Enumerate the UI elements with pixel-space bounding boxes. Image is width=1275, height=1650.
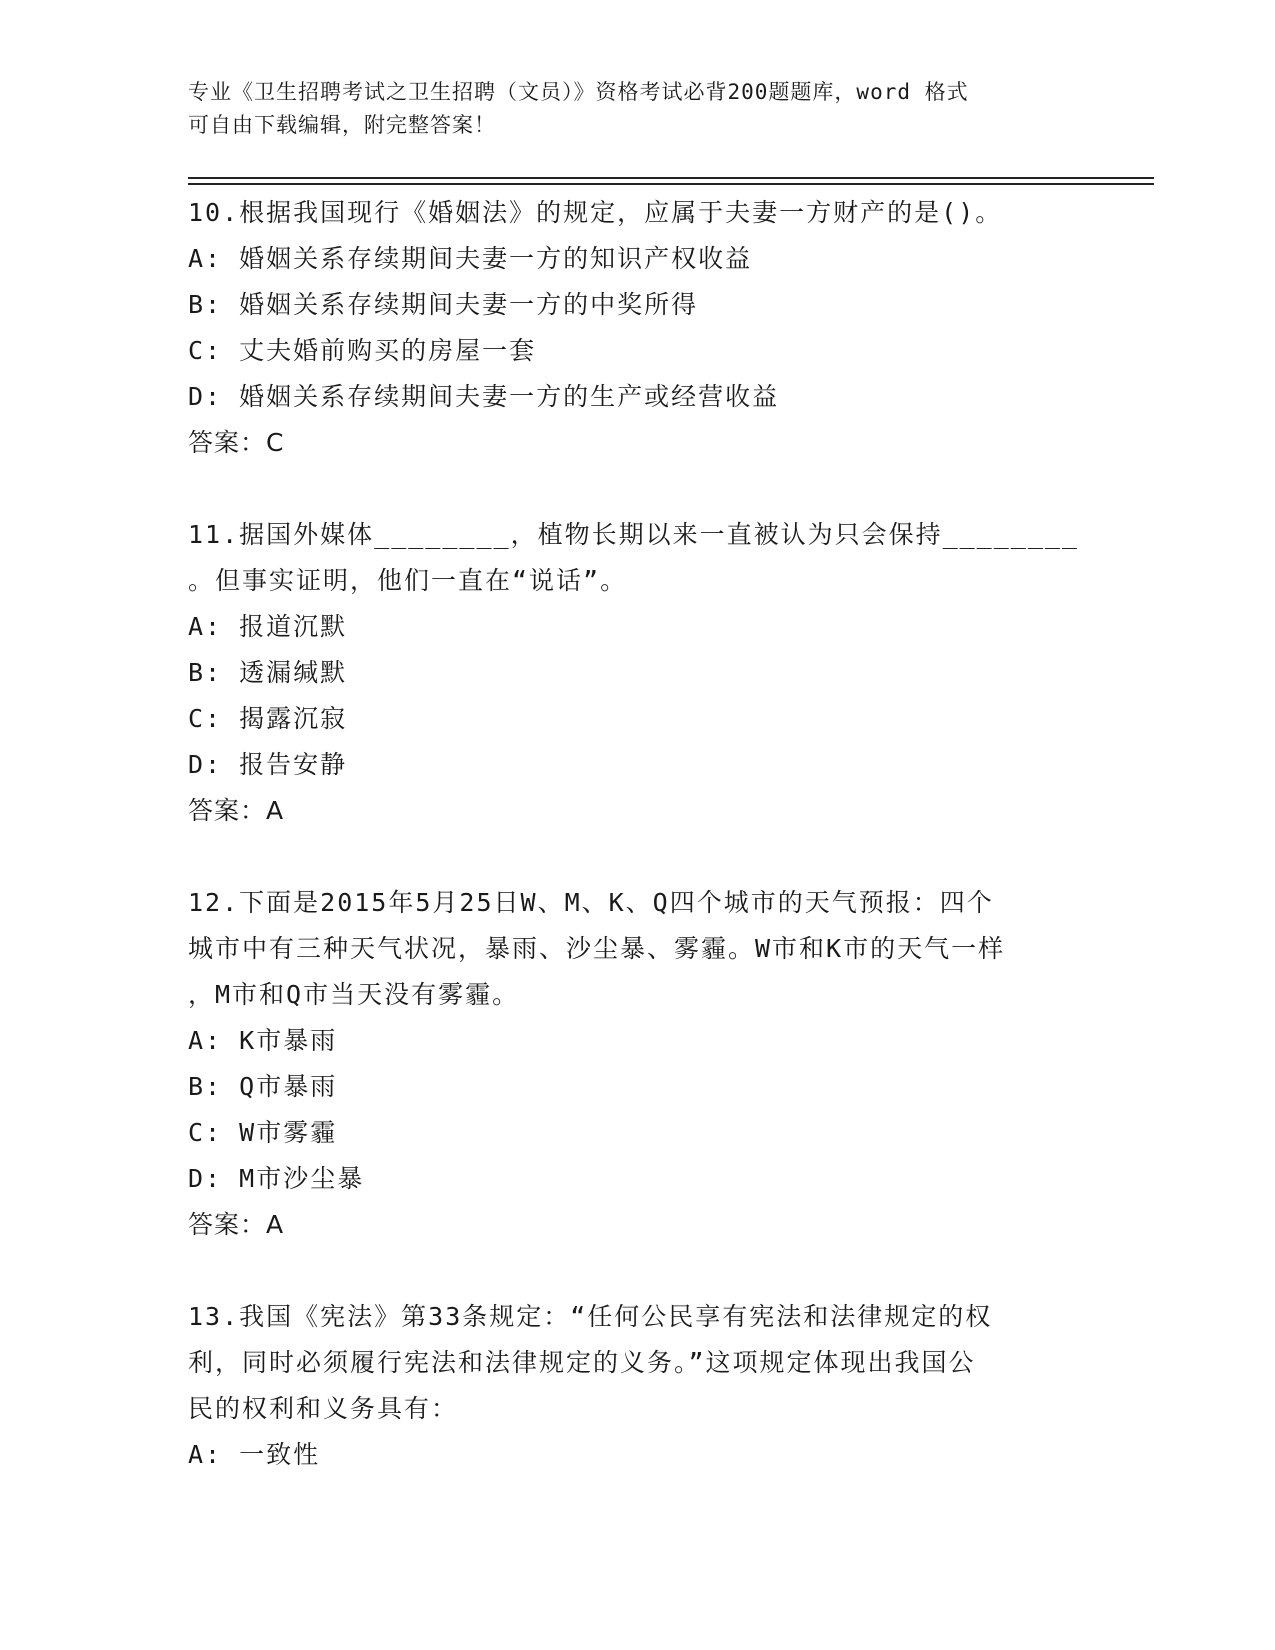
option-b: B: 透漏缄默	[188, 658, 348, 687]
option-b: B: Q市暴雨	[188, 1072, 338, 1101]
option-b: B: 婚姻关系存续期间夫妻一方的中奖所得	[188, 290, 699, 319]
question-stem: 12.下面是2015年5月25日W、M、K、Q四个城市的天气预报：四个	[188, 888, 994, 917]
header-divider-top	[188, 177, 1154, 179]
question-11	[188, 512, 1088, 834]
document-header	[188, 76, 1068, 142]
option-d: D: 婚姻关系存续期间夫妻一方的生产或经营收益	[188, 382, 780, 411]
header-divider-bottom	[188, 183, 1154, 185]
header-line-2: 可自由下载编辑，附完整答案！	[188, 113, 496, 137]
option-c: C: 丈夫婚前购买的房屋一套	[188, 336, 537, 365]
question-stem: 民的权利和义务具有：	[188, 1394, 459, 1423]
question-stem: 城市中有三种天气状况，暴雨、沙尘暴、雾霾。W市和K市的天气一样	[188, 934, 1006, 963]
option-c: C: 揭露沉寂	[188, 704, 348, 733]
answer-text: 答案：A	[188, 1210, 285, 1239]
question-stem: ，M市和Q市当天没有雾霾。	[188, 980, 520, 1009]
question-stem: 。但事实证明，他们一直在“说话”。	[188, 566, 628, 595]
question-10	[188, 190, 1088, 466]
question-stem: 11.据国外媒体________，植物长期以来一直被认为只会保持________	[188, 520, 1079, 549]
question-stem: 利，同时必须履行宪法和法律规定的义务。”这项规定体现出我国公	[188, 1348, 976, 1377]
answer-text: 答案：A	[188, 796, 285, 825]
header-line-1: 专业《卫生招聘考试之卫生招聘（文员）》资格考试必背200题题库，word 格式	[188, 80, 969, 104]
option-c: C: W市雾霾	[188, 1118, 338, 1147]
question-stem: 10.根据我国现行《婚姻法》的规定，应属于夫妻一方财产的是()。	[188, 198, 1003, 227]
option-d: D: M市沙尘暴	[188, 1164, 365, 1193]
option-d: D: 报告安静	[188, 750, 348, 779]
option-a: A: 婚姻关系存续期间夫妻一方的知识产权收益	[188, 244, 753, 273]
option-a: A: K市暴雨	[188, 1026, 338, 1055]
option-a: A: 一致性	[188, 1440, 321, 1469]
answer-text: 答案：C	[188, 428, 285, 457]
question-list	[188, 190, 1088, 1524]
question-13	[188, 1294, 1088, 1478]
option-a: A: 报道沉默	[188, 612, 348, 641]
question-12	[188, 880, 1088, 1248]
question-stem: 13.我国《宪法》第33条规定：“任何公民享有宪法和法律规定的权	[188, 1302, 993, 1331]
